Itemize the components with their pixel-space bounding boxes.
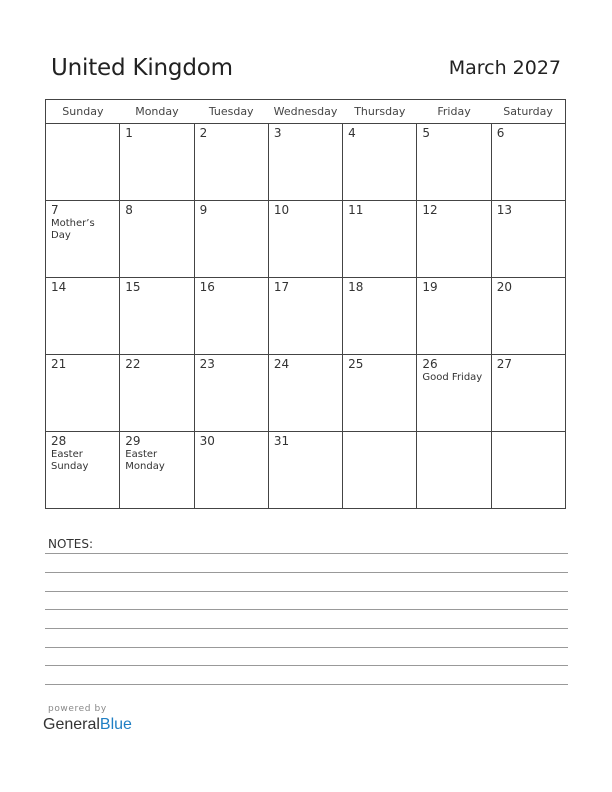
day-cell	[120, 278, 194, 355]
calendar-grid	[45, 99, 566, 509]
note-line	[45, 665, 568, 666]
day-number: 10	[273, 203, 290, 217]
day-cell	[491, 278, 565, 355]
holiday-label: Easter Sunday	[51, 449, 89, 472]
page-title: United Kingdom	[51, 55, 233, 81]
day-cell	[268, 278, 342, 355]
day-cell	[417, 201, 491, 278]
weekday-header-row	[46, 100, 566, 124]
note-line	[45, 609, 568, 610]
day-number: 14	[51, 280, 67, 294]
day-number: 19	[422, 280, 438, 294]
generalblue-logo	[43, 716, 132, 734]
day-number: 16	[199, 280, 215, 294]
day-cell	[120, 124, 194, 201]
day-number: 15	[125, 280, 141, 294]
notes-label: NOTES:	[48, 537, 93, 551]
day-cell	[194, 432, 268, 509]
day-cell	[46, 124, 120, 201]
day-number: 20	[496, 280, 512, 294]
day-cell	[46, 201, 120, 278]
day-number: 13	[496, 203, 512, 217]
day-cell	[194, 201, 268, 278]
day-number: 5	[422, 126, 431, 140]
day-number: 24	[273, 357, 290, 371]
weekday-wednesday: Wednesday	[268, 100, 342, 124]
day-cell	[343, 432, 417, 509]
holiday-label: Good Friday	[422, 372, 483, 383]
day-cell	[268, 432, 342, 509]
day-cell	[417, 278, 491, 355]
weekday-tuesday: Tuesday	[194, 100, 268, 124]
day-cell	[343, 278, 417, 355]
day-cell	[343, 124, 417, 201]
day-cell	[120, 432, 194, 509]
day-cell	[491, 201, 565, 278]
day-number: 7	[51, 203, 59, 217]
day-cell	[120, 201, 194, 278]
day-number: 12	[422, 203, 438, 217]
holiday-label: Mother’s Day	[51, 218, 95, 241]
day-number: 3	[273, 126, 282, 140]
day-number: 6	[496, 126, 505, 140]
day-cell	[491, 124, 565, 201]
day-cell	[417, 432, 491, 509]
week-row	[46, 201, 566, 278]
day-cell	[268, 124, 342, 201]
note-line	[45, 647, 568, 648]
weekday-sunday: Sunday	[46, 100, 120, 124]
day-cell	[343, 355, 417, 432]
day-cell	[343, 201, 417, 278]
day-number: 21	[51, 357, 67, 371]
day-cell	[268, 355, 342, 432]
day-number: 31	[273, 434, 290, 448]
day-number: 29	[125, 434, 141, 448]
day-cell	[268, 201, 342, 278]
day-number: 1	[125, 126, 133, 140]
weekday-monday: Monday	[120, 100, 194, 124]
day-cell	[194, 124, 268, 201]
day-number: 26	[422, 357, 438, 371]
month-label: March 2027	[448, 57, 561, 79]
day-number: 25	[348, 357, 364, 371]
day-number: 23	[199, 357, 215, 371]
day-cell	[194, 278, 268, 355]
day-number: 27	[496, 357, 512, 371]
day-number: 18	[348, 280, 364, 294]
weekday-saturday: Saturday	[491, 100, 565, 124]
day-cell	[417, 124, 491, 201]
note-line	[45, 591, 568, 592]
note-line	[45, 572, 568, 573]
day-cell	[46, 278, 120, 355]
note-line	[45, 628, 568, 629]
day-number: 9	[199, 203, 208, 217]
day-number: 11	[348, 203, 364, 217]
week-row	[46, 124, 566, 201]
note-line	[45, 553, 568, 554]
weekday-friday: Friday	[417, 100, 491, 124]
day-cell	[46, 432, 120, 509]
day-number: 28	[51, 434, 67, 448]
brand-general: General	[43, 716, 100, 733]
day-number: 30	[199, 434, 215, 448]
day-cell	[417, 355, 491, 432]
holiday-label: Easter Monday	[125, 449, 165, 472]
note-line	[45, 684, 568, 685]
day-cell	[46, 355, 120, 432]
day-cell	[491, 355, 565, 432]
weekday-thursday: Thursday	[343, 100, 417, 124]
week-row	[46, 278, 566, 355]
day-number: 22	[125, 357, 141, 371]
day-cell	[194, 355, 268, 432]
day-number: 8	[125, 203, 133, 217]
brand-blue: Blue	[99, 716, 132, 733]
powered-by-text: powered by	[48, 704, 107, 714]
day-cell	[491, 432, 565, 509]
day-number: 4	[348, 126, 356, 140]
day-number: 17	[273, 280, 290, 294]
week-row	[46, 355, 566, 432]
week-row	[46, 432, 566, 509]
day-cell	[120, 355, 194, 432]
day-number: 2	[199, 126, 208, 140]
